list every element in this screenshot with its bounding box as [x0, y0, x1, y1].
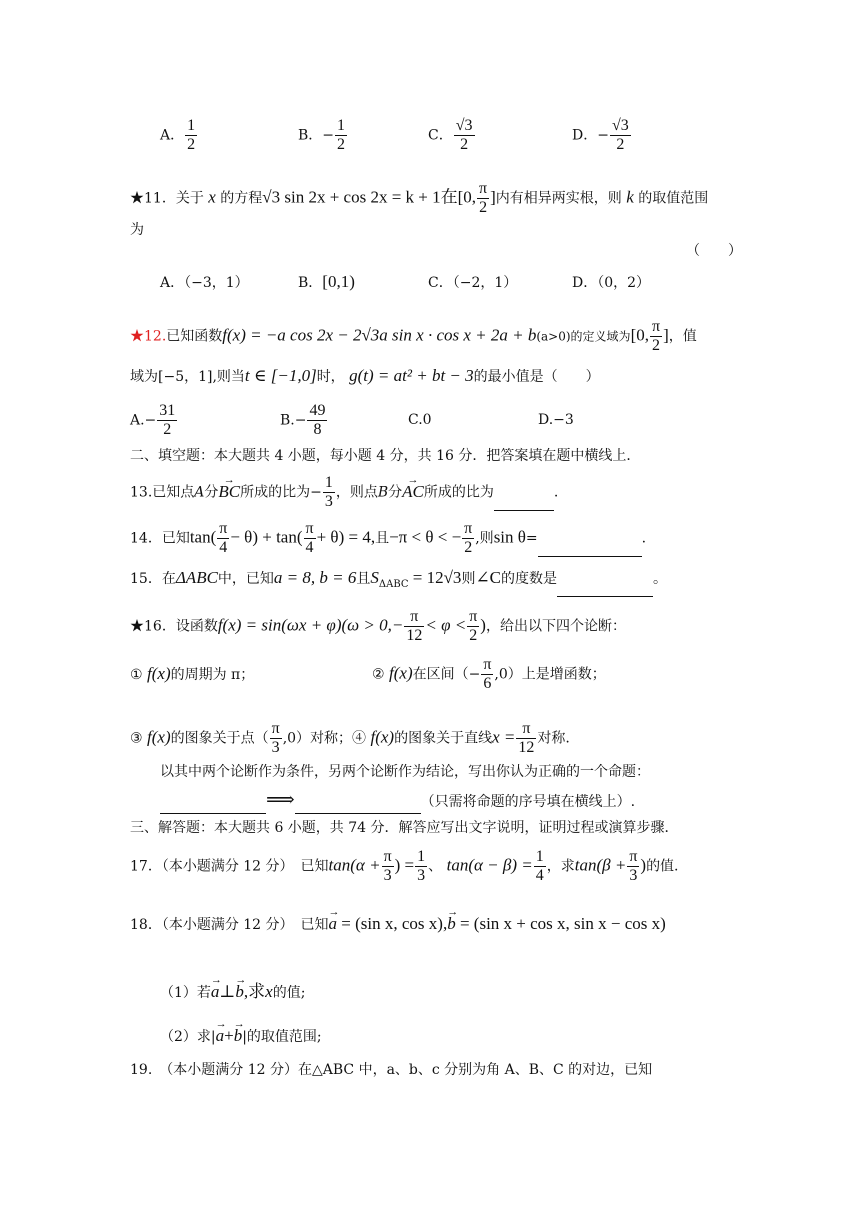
implies-arrow: ⟹ [266, 789, 295, 811]
q19-question: 19. （本小题满分 12 分）在△ABC 中，a、b、c 分别为角 A、B、C 的对边，已知 [130, 1062, 653, 1078]
q15-answer-blank[interactable] [557, 572, 653, 597]
q12-option-c: C.0 [408, 412, 432, 428]
q12-option-a: A.− $\frac{31}{2}$ [130, 402, 176, 438]
section-solution-title: 三、解答题：本大题共 6 小题，共 74 分．解答应写出文字说明，证明过程或演算步骤． [130, 820, 679, 836]
q10-option-d: D．− $\frac{√3}{2}$ [572, 117, 629, 153]
q16-instruction: 以其中两个论断作为条件，另两个论断作为结论，写出你认为正确的一个命题： [160, 764, 650, 780]
q15-question: 15．在ΔABC中，已知a = 8, b = 6且$S_{\Delta ABC} = 12√3$则∠C的度数是 。 [130, 566, 730, 597]
star-marker: ★12. [130, 328, 167, 345]
q14-question: 14．已知tan( $\frac{\pi}{4}$ − θ) + tan( $\frac{\pi}{4}$ + θ) = 4,且−π < θ < − $\frac{\pi}{2}$ ,则sin θ= . [130, 520, 647, 556]
q18-part-1: （1）若→ a⊥→ b,求x的值; [160, 980, 730, 1005]
section-fill-in-title: 二、填空题：本大题共 4 小题，每小题 4 分，共 16 分．把答案填在题中横线上． [130, 448, 641, 464]
q16-conclusion-blank[interactable] [295, 789, 421, 814]
q11-option-d: D．（0，2） [572, 275, 651, 291]
q11-option-a: A．（−3，1） [160, 275, 249, 291]
q17-question: 17．（本小题满分 12 分） 已知tan(α + $\frac{\pi}{3}$ ) = $\frac{1}{3}$ 、 tan(α − β) = $\frac{1}{4}$ ，求tan(β + $\frac{\pi}{3}$ )的值. [130, 848, 679, 884]
q13-question: 13.已知点A分→ BC所成的比为− $\frac{1}{3}$ ，则点B分→ AC所成的比为 . [130, 474, 730, 511]
q11-answer-paren: （ ） [686, 243, 742, 259]
q11-line2: 为 [130, 222, 144, 238]
q13-answer-blank[interactable] [494, 486, 554, 511]
q12-option-d: D.−3 [538, 412, 574, 428]
q10-option-c: C． $\frac{√3}{2}$ [428, 117, 473, 153]
q16-condition-blank[interactable] [160, 789, 266, 814]
q10-option-b: B．− $\frac{1}{2}$ [298, 117, 346, 153]
q12-line2: 域为[−5，1],则当t ∈ [−1,0]时， g(t) = at² + bt − 3的最小值是（ ） [130, 366, 600, 385]
q10-option-a: A． $\frac{1}{2}$ [160, 117, 196, 153]
q16-statements-3-4: ③ f(x)的图象关于点（ $\frac{\pi}{3}$ ,0）对称；④ f(x)的图象关于直线x = $\frac{\pi}{12}$ 对称. [130, 720, 570, 756]
q16-statement-1: ① f(x)的周期为 π； [130, 664, 255, 683]
q11-question: ★11．关于 x 的方程√3 sin 2x + cos 2x = k + 1在[0, $\frac{\pi}{2}$ ]内有相异两实根，则 k 的取值范围 [130, 180, 709, 216]
q18-question: 18．（本小题满分 12 分） 已知→ a = (sin x, cos x),→ b = (sin x + cos x, sin x − cos x) [130, 912, 730, 937]
q16-question: ★16．设函数f(x) = sin(ωx + φ)(ω > 0,− $\frac{\pi}{12}$ < φ < $\frac{\pi}{2}$ )，给出以下四个论断： [130, 608, 626, 644]
q16-answer-row: ⟹ （只需将命题的序号填在横线上）. [160, 788, 730, 814]
q14-answer-blank[interactable] [538, 532, 642, 557]
q12-question: ★12.已知函数f(x) = −a cos 2x − 2√3a sin x · cos x + 2a + b(a>0)的定义域为[0, $\frac{\pi}{2}$ ]，值 [130, 318, 697, 354]
q16-statement-2: ② f(x)在区间（− $\frac{\pi}{6}$ ,0）上是增函数； [372, 656, 606, 692]
q18-part-2: （2）求|→ a+→ b|的取值范围; [160, 1024, 730, 1049]
q11-option-b: B．[0,1) [298, 272, 355, 291]
q11-option-c: C．（−2，1） [428, 275, 518, 291]
q12-option-b: B.− $\frac{49}{8}$ [280, 402, 326, 438]
